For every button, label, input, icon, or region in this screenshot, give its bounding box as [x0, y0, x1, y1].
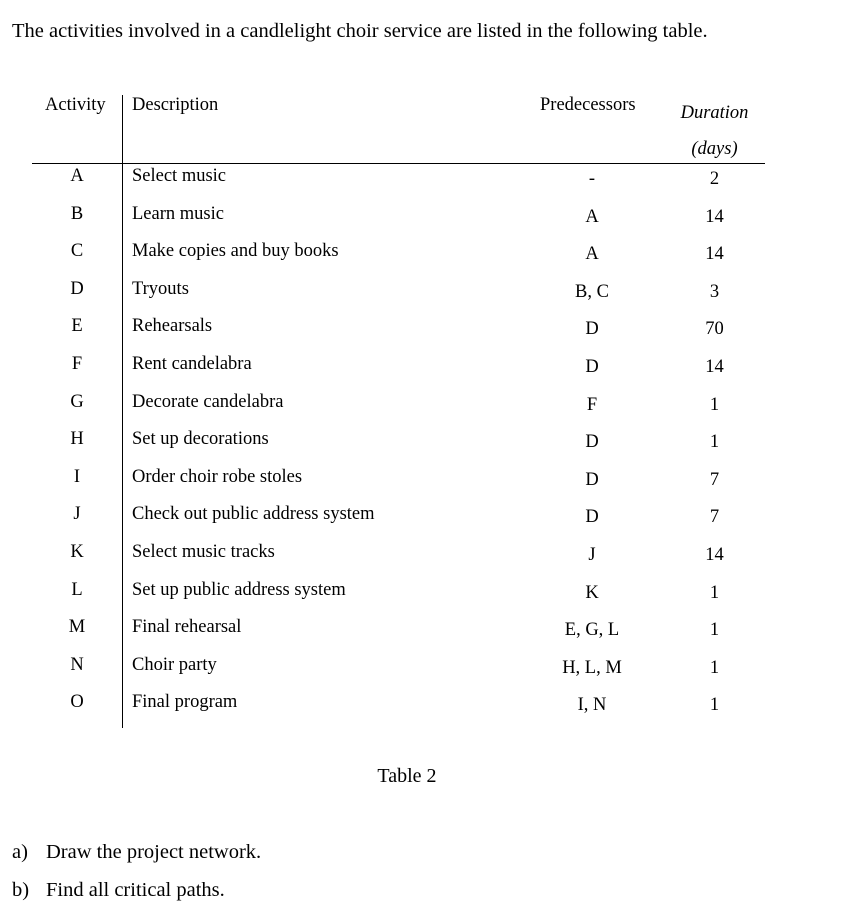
question-text: Find all critical paths.: [46, 879, 225, 901]
table-row: [32, 239, 765, 277]
description-cell: Final program: [132, 692, 238, 713]
predecessors-cell: E, G, L: [564, 620, 620, 641]
header-duration-unit: (days): [691, 139, 738, 159]
activity-cell: I: [73, 466, 81, 487]
predecessors-cell: D: [585, 432, 599, 453]
table-row: [32, 465, 765, 503]
predecessors-cell: -: [588, 169, 596, 189]
activity-table: [32, 94, 765, 728]
predecessors-cell: D: [585, 356, 599, 377]
activity-cell: M: [68, 617, 86, 638]
description-cell: Final rehearsal: [132, 617, 242, 638]
activity-cell: K: [70, 541, 84, 562]
description-cell: Rehearsals: [132, 316, 213, 337]
duration-cell: 7: [709, 469, 720, 490]
predecessors-cell: F: [586, 394, 598, 415]
predecessors-cell: H, L, M: [562, 657, 622, 678]
activity-cell: G: [70, 391, 84, 412]
table-row: [32, 390, 765, 428]
question-label: b): [12, 879, 30, 901]
predecessors-cell: I, N: [577, 695, 607, 716]
description-cell: Order choir robe stoles: [132, 466, 303, 487]
table-row: [32, 427, 765, 465]
predecessors-cell: A: [585, 244, 599, 265]
duration-cell: 1: [709, 582, 720, 603]
table-row: [32, 578, 765, 616]
duration-cell: 1: [709, 432, 720, 453]
description-cell: Learn music: [132, 203, 224, 224]
description-cell: Make copies and buy books: [132, 241, 339, 262]
intro-text: The activities involved in a candlelight choir service are listed in the following table.: [12, 20, 708, 42]
description-cell: Select music tracks: [132, 541, 275, 562]
predecessors-cell: D: [585, 507, 599, 528]
activity-cell: C: [70, 241, 84, 262]
table-caption: Table 2: [377, 765, 437, 787]
header-duration-label: Duration: [680, 103, 749, 123]
duration-cell: 1: [709, 620, 720, 641]
activity-cell: L: [71, 579, 83, 600]
table-row: [32, 314, 765, 352]
table-row: [32, 690, 765, 728]
table-row: [32, 352, 765, 390]
duration-cell: 1: [709, 695, 720, 716]
duration-cell: 1: [709, 394, 720, 415]
header-predecessors: Predecessors: [540, 95, 636, 115]
question-a: [12, 841, 261, 864]
table-row: [32, 277, 765, 315]
description-cell: Select music: [132, 166, 227, 186]
table-row: [32, 502, 765, 540]
description-cell: Tryouts: [132, 278, 189, 299]
predecessors-cell: D: [585, 319, 599, 340]
activity-cell: F: [71, 353, 83, 374]
activity-cell: J: [73, 504, 81, 525]
duration-cell: 14: [705, 356, 724, 377]
header-description: Description: [132, 95, 219, 115]
predecessors-cell: K: [585, 582, 599, 603]
duration-cell: 7: [709, 507, 720, 528]
header-duration: [672, 95, 757, 167]
question-b: [12, 879, 225, 902]
predecessors-cell: D: [585, 469, 599, 490]
duration-cell: 1: [709, 657, 720, 678]
duration-cell: 3: [709, 281, 720, 302]
duration-cell: 70: [705, 319, 724, 340]
duration-cell: 14: [705, 244, 724, 265]
activity-cell: D: [70, 278, 84, 299]
table-body: [32, 164, 765, 728]
question-text: Draw the project network.: [46, 841, 262, 863]
table-row: [32, 615, 765, 653]
duration-cell: 14: [705, 544, 724, 565]
description-cell: Check out public address system: [132, 504, 375, 525]
predecessors-cell: B, C: [575, 281, 609, 302]
activity-cell: B: [70, 203, 84, 224]
question-label: a): [12, 841, 28, 863]
header-activity: Activity: [45, 95, 106, 115]
description-cell: Rent candelabra: [132, 353, 252, 374]
predecessors-cell: A: [585, 206, 599, 227]
activity-cell: E: [71, 316, 83, 337]
activity-cell: H: [70, 429, 84, 450]
predecessors-cell: J: [588, 544, 596, 565]
table-row: [32, 164, 765, 202]
table-row: [32, 202, 765, 240]
table-row: [32, 653, 765, 691]
table-header: [32, 94, 765, 164]
description-cell: Set up decorations: [132, 429, 269, 450]
duration-cell: 14: [705, 206, 724, 227]
duration-cell: 2: [709, 169, 720, 189]
description-cell: Set up public address system: [132, 579, 346, 600]
description-cell: Decorate candelabra: [132, 391, 284, 412]
activity-cell: A: [70, 166, 84, 186]
activity-cell: N: [70, 654, 84, 675]
activity-cell: O: [70, 692, 84, 713]
table-row: [32, 540, 765, 578]
description-cell: Choir party: [132, 654, 217, 675]
